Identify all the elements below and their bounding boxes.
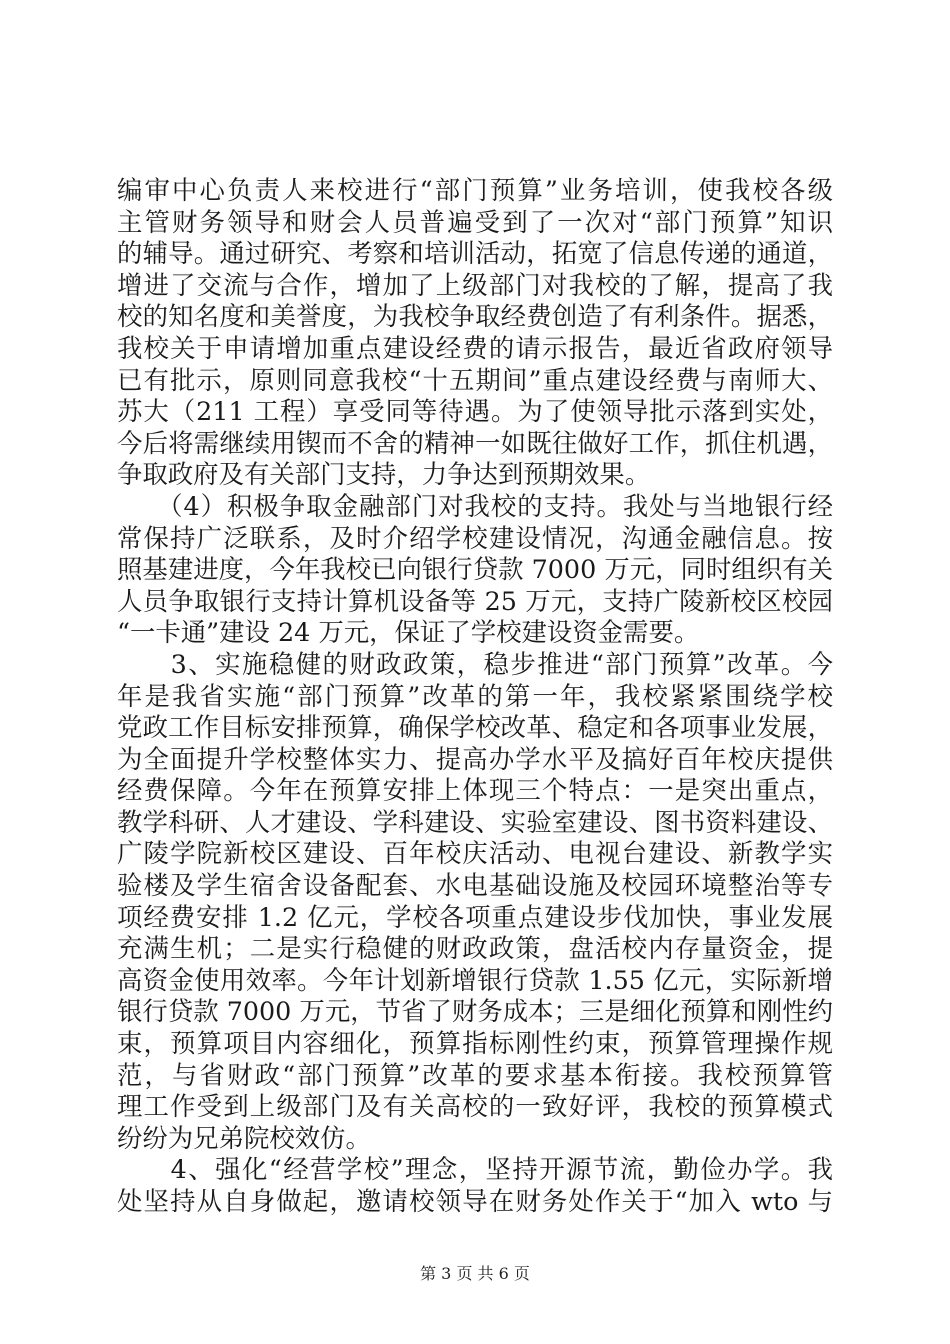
text-line: 纷纷为兄弟院校效仿。	[117, 1122, 371, 1153]
text-line: 范，与省财政“部门预算”改革的要求基本衔接。我校预算管	[117, 1059, 833, 1090]
text-line: 为全面提升学校整体实力、提高办学水平及搞好百年校庆提供	[117, 743, 833, 774]
text-line: （4）积极争取金融部门对我校的支持。我处与当地银行经	[117, 490, 833, 521]
text-line: 苏大（211 工程）享受同等待遇。为了使领导批示落到实处，	[117, 396, 833, 427]
text-line: 理工作受到上级部门及有关高校的一致好评，我校的预算模式	[117, 1091, 833, 1122]
text-line: 3、实施稳健的财政政策，稳步推进“部门预算”改革。今	[117, 648, 833, 679]
body-text	[117, 175, 833, 1218]
text-line: 处坚持从自身做起，邀请校领导在财务处作关于“加入 wto 与	[117, 1186, 833, 1216]
page-number: 第 3 页 共 6 页	[420, 1264, 530, 1283]
text-line: 验楼及学生宿舍设备配套、水电基础设施及校园环境整治等专	[117, 870, 833, 901]
text-line: 党政工作目标安排预算，确保学校改革、稳定和各项事业发展，	[117, 712, 833, 743]
text-line: 编审中心负责人来校进行“部门预算”业务培训，使我校各级	[117, 175, 833, 205]
text-line: 争取政府及有关部门支持，力争达到预期效果。	[117, 459, 651, 490]
text-line: 年是我省实施“部门预算”改革的第一年，我校紧紧围绕学校	[117, 680, 833, 711]
text-line: 4、强化“经营学校”理念，坚持开源节流，勤俭办学。我	[117, 1154, 833, 1185]
text-line: 常保持广泛联系，及时介绍学校建设情况，沟通金融信息。按	[117, 522, 833, 553]
page-footer	[0, 1264, 950, 1284]
text-line: 教学科研、人才建设、学科建设、实验室建设、图书资料建设、	[117, 806, 833, 837]
text-line: 充满生机；二是实行稳健的财政政策，盘活校内存量资金，提	[117, 933, 833, 964]
text-line: 广陵学院新校区建设、百年校庆活动、电视台建设、新教学实	[117, 838, 833, 869]
text-line: 照基建进度，今年我校已向银行贷款 7000 万元，同时组织有关	[117, 554, 833, 585]
text-line: 人员争取银行支持计算机设备等 25 万元，支持广陵新校区校园	[117, 585, 833, 616]
text-line: 高资金使用效率。今年计划新增银行贷款 1.55 亿元，实际新增	[117, 964, 833, 995]
text-line: 校的知名度和美誉度，为我校争取经费创造了有利条件。据悉，	[117, 301, 833, 332]
text-line: 束，预算项目内容细化，预算指标刚性约束，预算管理操作规	[117, 1028, 833, 1059]
text-line: 增进了交流与合作，增加了上级部门对我校的了解，提高了我	[117, 269, 833, 300]
text-line: “一卡通”建设 24 万元，保证了学校建设资金需要。	[117, 617, 700, 648]
text-line: 的辅导。通过研究、考察和培训活动，拓宽了信息传递的通道，	[117, 238, 833, 269]
text-line: 经费保障。今年在预算安排上体现三个特点：一是突出重点，	[117, 775, 833, 806]
text-line: 我校关于申请增加重点建设经费的请示报告，最近省政府领导	[117, 332, 833, 363]
text-line: 银行贷款 7000 万元，节省了财务成本；三是细化预算和刚性约	[117, 996, 833, 1027]
text-line: 项经费安排 1.2 亿元，学校各项重点建设步伐加快，事业发展	[117, 901, 833, 932]
text-line: 今后将需继续用锲而不舍的精神一如既往做好工作，抓住机遇，	[117, 427, 833, 458]
text-line: 主管财务领导和财会人员普遍受到了一次对“部门预算”知识	[117, 206, 833, 237]
text-line: 已有批示，原则同意我校“十五期间”重点建设经费与南师大、	[117, 364, 833, 395]
